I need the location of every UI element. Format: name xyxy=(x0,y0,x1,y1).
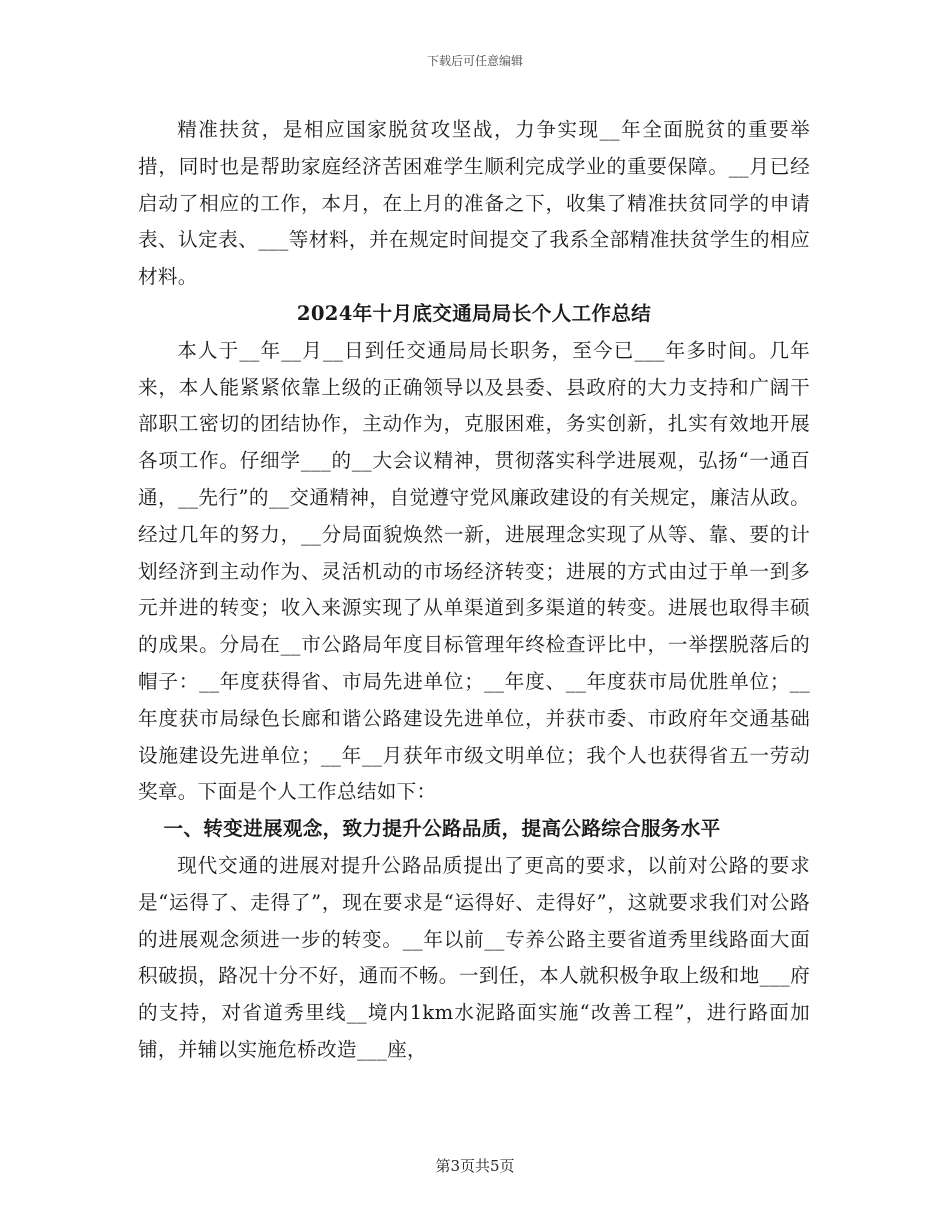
body-paragraph: 本人于__年__月__日到任交通局局长职务，至今已___年多时间。几年来，本人能紧紧依靠上级的正确领导以及县委、县政府的大力支持和广阔干部职工密切的团结协作，主动作为，克服困难，务实创新，扎实有效地开展各项工作。仔细学___的__大会议精神，贯彻落实科学进展观，弘扬“一通百通，__先行”的__交通精神，自觉遵守党风廉政建设的有关规定，廉洁从政。经过几年的努力，__分局面貌焕然一新，进展理念实现了从等、靠、要的计划经济到主动作为、灵活机动的市场经济转变；进展的方式由过于单一到多元并进的转变；收入来源实现了从单渠道到多渠道的转变。进展也取得丰硕的成果。分局在__市公路局年度目标管理年终检查评比中，一举摆脱落后的帽子：__年度获得省、市局先进单位；__年度、__年度获市局优胜单位；__年度获市局绿色长廊和谐公路建设先进单位，并获市委、市政府年交通基础设施建设先进单位；__年__月获年市级文明单位；我个人也获得省五一劳动奖章。下面是个人工作总结如下： xyxy=(138,338,810,804)
page-number: 第3页共5页 xyxy=(435,1157,515,1175)
document-body xyxy=(138,112,810,1069)
document-title: 2024年十月底交通局局长个人工作总结 xyxy=(296,301,652,325)
intro-paragraph: 精准扶贫，是相应国家脱贫攻坚战，力争实现__年全面脱贫的重要举措，同时也是帮助家庭经济苦困难学生顺利完成学业的重要保障。__月已经启动了相应的工作，本月，在上月的准备之下，收集了精准扶贫同学的申请表、认定表、___等材料，并在规定时间提交了我系全部精准扶贫学生的相应材料。 xyxy=(138,118,810,289)
header-note: 下载后可任意编辑 xyxy=(426,54,523,68)
section-paragraph: 现代交通的进展对提升公路品质提出了更高的要求，以前对公路的要求是“运得了、走得了”，现在要求是“运得好、走得好”，这就要求我们对公路的进展观念须进一步的转变。__年以前__专养公路主要省道秀里线路面大面积破损，路况十分不好，通而不畅。一到任，本人就积极争取上级和地___府的支持，对省道秀里线__境内1km水泥路面实施“改善工程”，进行路面加铺，并辅以实施危桥改造___座， xyxy=(138,853,810,1061)
section-heading: 一、转变进展观念，致力提升公路品质，提高公路综合服务水平 xyxy=(163,817,721,841)
